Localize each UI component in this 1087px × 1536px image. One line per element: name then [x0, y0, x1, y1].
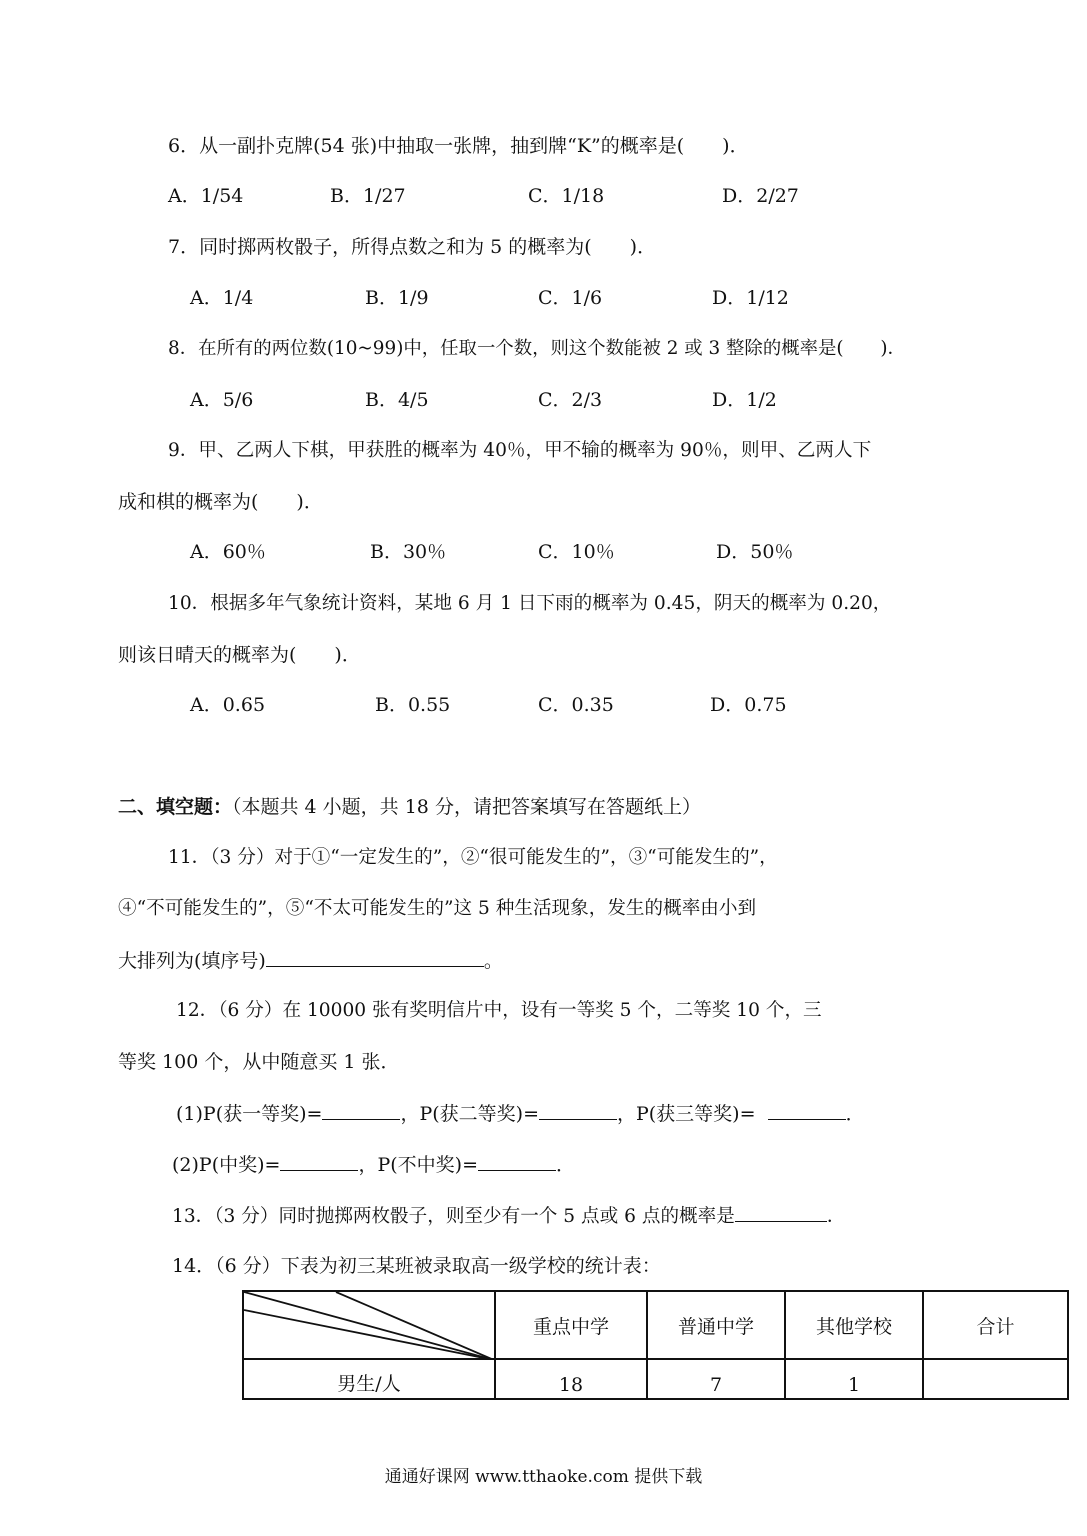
q12-p2-nowin-label: ，P(不中奖)= [358, 1154, 478, 1176]
q12-p2-win-label: (2)P(中奖)= [172, 1154, 281, 1176]
table-header-other-school: 其他学校 [785, 1291, 923, 1359]
admission-stats-table [242, 1290, 1069, 1400]
q11-line3-suffix: 。 [483, 950, 503, 972]
q8-stem: 8．在所有的两位数(10~99)中，任取一个数，则这个数能被 2 或 3 整除的概率是( )． [168, 338, 906, 359]
q12-win-blank[interactable] [280, 1152, 358, 1171]
page-footer: 通通好课网 www.tthaoke.com 提供下载 [384, 1467, 703, 1487]
q10-option-c: C．0.35 [538, 694, 614, 716]
table-cell [923, 1359, 1068, 1399]
q7-option-a: A．1/4 [190, 287, 254, 309]
q12-no-win-blank[interactable] [478, 1152, 556, 1171]
q12-p2-end: ． [555, 1154, 575, 1176]
q7-option-d: D．1/12 [712, 287, 789, 309]
table-cell: 1 [785, 1359, 923, 1399]
q11-answer-blank[interactable] [266, 948, 484, 967]
q10-option-b: B．0.55 [375, 694, 451, 716]
q12-p1-second-label: ，P(获二等奖)= [400, 1103, 539, 1125]
q9-option-a: A．60％ [190, 541, 266, 563]
q10-stem-line1: 10．根据多年气象统计资料，某地 6 月 1 日下雨的概率为 0.45，阴天的概率为 0.20， [168, 593, 892, 614]
q13-line [172, 1203, 845, 1229]
q12-first-prize-blank[interactable] [322, 1101, 400, 1120]
q10-stem-line2: 则该日晴天的概率为( )． [118, 644, 361, 666]
q8-option-b: B．4/5 [365, 389, 429, 411]
q11-line3-prefix: 大排列为(填序号) [118, 950, 266, 972]
q13-end: ． [826, 1206, 846, 1227]
table-header-row [243, 1291, 1068, 1359]
q9-stem-line2: 成和棋的概率为( )． [118, 491, 323, 513]
section-2-title: 二、填空题： [118, 796, 233, 818]
diagonal-lines [244, 1292, 494, 1360]
table-header-total: 合计 [923, 1291, 1068, 1359]
q12-second-prize-blank[interactable] [539, 1101, 617, 1120]
q12-p1-end: ． [845, 1103, 865, 1125]
q13-text: 13．（3 分）同时抛掷两枚骰子，则至少有一个 5 点或 6 点的概率是 [172, 1206, 735, 1227]
table-row-label: 男生/人 [243, 1359, 495, 1399]
q12-line2: 等奖 100 个，从中随意买 1 张． [118, 1051, 400, 1073]
q12-p1-third-label: ，P(获三等奖)= [616, 1103, 756, 1125]
q12-part1 [176, 1101, 865, 1126]
section-2-note: （本题共 4 小题，共 18 分，请把答案填写在答题纸上） [232, 796, 701, 818]
q12-line1: 12．（6 分）在 10000 张有奖明信片中，设有一等奖 5 个，二等奖 10 个，三 [176, 1000, 822, 1021]
q12-third-prize-blank[interactable] [768, 1101, 846, 1120]
table-row [243, 1359, 1068, 1399]
q11-line2: ④“不可能发生的”，⑤“不太可能发生的”这 5 种生活现象，发生的概率由小到 [118, 898, 757, 919]
q14-text: 14．（6 分）下表为初三某班被录取高一级学校的统计表： [172, 1255, 661, 1277]
q7-option-c: C．1/6 [538, 287, 603, 309]
section-2-heading [118, 795, 701, 819]
q6-stem: 6．从一副扑克牌(54 张)中抽取一张牌，抽到牌“K”的概率是( )． [168, 135, 749, 157]
table-header-regular-school: 普通中学 [647, 1291, 785, 1359]
q6-option-c: C．1/18 [528, 185, 605, 207]
q13-answer-blank[interactable] [735, 1203, 827, 1222]
q7-option-b: B．1/9 [365, 287, 429, 309]
q6-option-d: D．2/27 [722, 185, 799, 207]
q9-stem-line1: 9．甲、乙两人下棋，甲获胜的概率为 40％，甲不输的概率为 90％，则甲、乙两人下 [168, 440, 872, 461]
q12-p1-first-label: (1)P(获一等奖)= [176, 1103, 323, 1125]
table-cell: 7 [647, 1359, 785, 1399]
q8-option-d: D．1/2 [712, 389, 777, 411]
q9-option-c: C．10％ [538, 541, 615, 563]
q12-part2 [172, 1152, 575, 1177]
table-diagonal-header-cell [243, 1291, 495, 1359]
q10-option-d: D．0.75 [710, 694, 787, 716]
q6-option-b: B．1/27 [330, 185, 406, 207]
q8-option-a: A．5/6 [190, 389, 254, 411]
table-header-key-school: 重点中学 [495, 1291, 647, 1359]
q10-option-a: A．0.65 [190, 694, 266, 716]
q6-option-a: A．1/54 [168, 185, 244, 207]
q11-line1: 11．（3 分）对于①“一定发生的”，②“很可能发生的”，③“可能发生的”， [168, 847, 778, 868]
q7-stem: 7．同时掷两枚骰子，所得点数之和为 5 的概率为( )． [168, 236, 657, 258]
q9-option-d: D．50％ [716, 541, 794, 563]
q9-option-b: B．30％ [370, 541, 447, 563]
q11-line3 [118, 948, 503, 973]
q8-option-c: C．2/3 [538, 389, 603, 411]
table-cell: 18 [495, 1359, 647, 1399]
